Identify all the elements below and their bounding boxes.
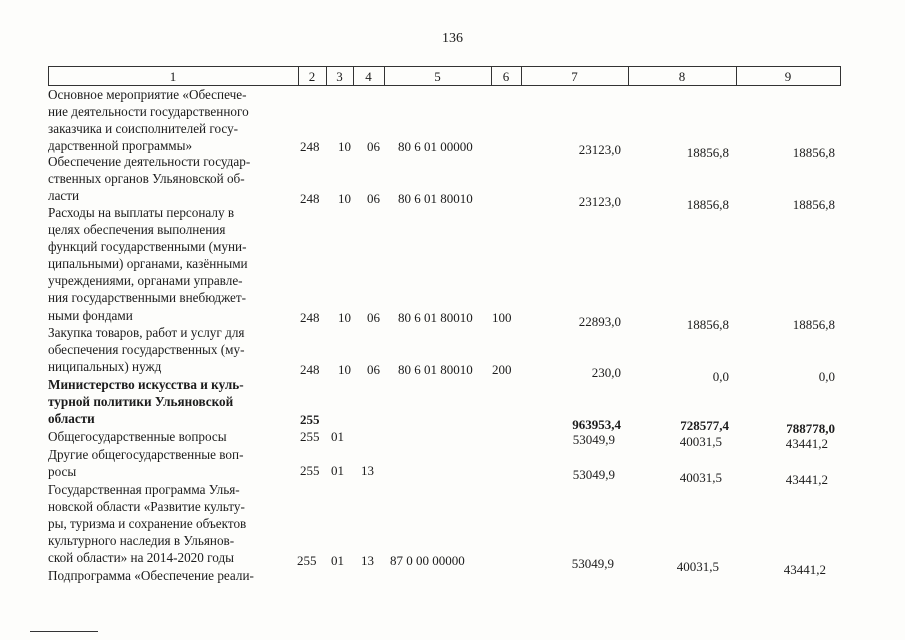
description-line: ниципальных) нужд xyxy=(48,359,162,375)
header-col-1: 1 xyxy=(169,69,177,84)
description-line: заказчика и соисполнителей госу- xyxy=(48,121,239,137)
header-top-border xyxy=(48,66,841,67)
description-line: ской области» на 2014-2020 годы xyxy=(48,550,235,566)
cell-amount-col7: 22893,0 xyxy=(578,314,621,329)
header-col-7: 7 xyxy=(571,69,578,84)
cell-amount-col7: 53049,9 xyxy=(572,432,615,447)
description-line: ными фондами xyxy=(48,307,133,323)
row-description xyxy=(48,86,294,154)
cell-amount-col9: 18856,8 xyxy=(792,145,835,160)
description-line: ния государственными внебюджет- xyxy=(48,290,247,306)
description-line: дарственной программы» xyxy=(48,138,193,154)
cell-amount-col7: 963953,4 xyxy=(572,417,621,432)
cell-subsection: 06 xyxy=(367,139,380,154)
description-line: целях обеспечения выполнения xyxy=(48,222,226,238)
cell-target-article: 80 6 01 00000 xyxy=(398,139,473,154)
description-line: ры, туризма и сохранение объектов xyxy=(48,516,247,532)
description-line: Подпрограмма «Обеспечение реали- xyxy=(48,568,254,583)
description-line: росы xyxy=(48,464,77,480)
cell-section: 01 xyxy=(331,463,344,478)
description-line: Другие общегосударственные воп- xyxy=(48,447,244,462)
cell-amount-col8: 40031,5 xyxy=(676,559,719,574)
cell-subsection: 06 xyxy=(367,310,380,325)
cell-ministry-code: 248 xyxy=(300,362,320,377)
header-col-5: 5 xyxy=(434,69,441,84)
page-number: 136 xyxy=(442,31,463,46)
description-line: Государственная программа Улья- xyxy=(48,482,240,497)
header-col-8: 8 xyxy=(678,69,686,84)
description-line: обеспечения государственных (му- xyxy=(48,342,245,358)
cell-subsection: 13 xyxy=(361,463,374,478)
cell-amount-col8: 18856,8 xyxy=(686,197,729,212)
cell-expense-type: 200 xyxy=(492,362,512,377)
cell-amount-col9: 43441,2 xyxy=(785,472,828,487)
row-description xyxy=(48,204,294,324)
cell-section: 10 xyxy=(338,191,351,206)
cell-expense-type: 100 xyxy=(492,310,512,325)
description-line: Министерство искусства и куль- xyxy=(48,377,244,392)
description-line: функций государственными (муни- xyxy=(48,239,247,255)
cell-amount-col7: 23123,0 xyxy=(578,194,621,209)
row-description xyxy=(48,481,294,566)
cell-amount-col9: 43441,2 xyxy=(783,562,826,577)
row-description xyxy=(48,324,294,375)
header-col-4: 4 xyxy=(365,69,372,84)
cell-subsection: 06 xyxy=(367,191,380,206)
cell-section: 01 xyxy=(331,429,344,444)
description-line: Общегосударственные вопросы xyxy=(48,429,227,444)
cell-amount-col7: 53049,9 xyxy=(571,556,614,571)
description-line: области xyxy=(48,411,95,427)
description-line: учреждениями, органами управле- xyxy=(48,273,243,289)
cell-ministry-code: 255 xyxy=(300,412,320,427)
cell-amount-col8: 40031,5 xyxy=(679,434,722,449)
cell-ministry-code: 255 xyxy=(300,429,320,444)
cell-amount-col8: 18856,8 xyxy=(686,145,729,160)
cell-subsection: 13 xyxy=(361,553,374,568)
description-line: ципальными) органами, казёнными xyxy=(48,256,248,272)
cell-subsection: 06 xyxy=(367,362,380,377)
cell-amount-col9: 18856,8 xyxy=(792,197,835,212)
cell-ministry-code: 255 xyxy=(300,463,320,478)
header-col-9: 9 xyxy=(784,69,792,84)
table-header-row xyxy=(48,66,841,86)
cell-amount-col9: 788778,0 xyxy=(786,421,835,436)
description-line: ние деятельности государственного xyxy=(48,104,249,120)
row-description xyxy=(48,153,294,204)
cell-target-article: 80 6 01 80010 xyxy=(398,191,473,206)
description-line: турной политики Ульяновской xyxy=(48,394,234,410)
cell-section: 10 xyxy=(338,139,351,154)
cell-amount-col8: 0,0 xyxy=(712,369,729,384)
cell-section: 10 xyxy=(338,310,351,325)
header-col-6: 6 xyxy=(502,69,510,84)
row-description xyxy=(48,376,294,427)
row-description xyxy=(48,446,294,480)
cell-ministry-code: 248 xyxy=(300,310,320,325)
description-line: Закупка товаров, работ и услуг для xyxy=(48,325,245,340)
cell-ministry-code: 248 xyxy=(300,191,320,206)
cell-target-article: 80 6 01 80010 xyxy=(398,362,473,377)
cell-section: 10 xyxy=(338,362,351,377)
header-divider xyxy=(840,66,841,86)
cell-ministry-code: 255 xyxy=(297,553,317,568)
description-line: ственных органов Ульяновской об- xyxy=(48,171,245,187)
cell-amount-col7: 53049,9 xyxy=(572,467,615,482)
cell-amount-col8: 728577,4 xyxy=(680,418,729,433)
cell-amount-col7: 23123,0 xyxy=(578,142,621,157)
cell-amount-col8: 18856,8 xyxy=(686,317,729,332)
description-line: новской области «Развитие культу- xyxy=(48,499,245,515)
header-col-2: 2 xyxy=(308,69,316,84)
cell-amount-col9: 18856,8 xyxy=(792,317,835,332)
row-description xyxy=(48,567,294,584)
cell-amount-col9: 43441,2 xyxy=(785,436,828,451)
description-line: Расходы на выплаты персоналу в xyxy=(48,205,235,220)
cell-section: 01 xyxy=(331,553,344,568)
cell-target-article: 87 0 00 00000 xyxy=(390,553,465,568)
description-line: культурного наследия в Ульянов- xyxy=(48,533,235,549)
cell-ministry-code: 248 xyxy=(300,139,320,154)
description-line: Обеспечение деятельности государ- xyxy=(48,154,251,169)
description-line: ласти xyxy=(48,188,80,204)
cell-amount-col9: 0,0 xyxy=(818,369,835,384)
cell-target-article: 80 6 01 80010 xyxy=(398,310,473,325)
row-description xyxy=(48,428,294,445)
description-line: Основное мероприятие «Обеспече- xyxy=(48,87,247,102)
cell-amount-col7: 230,0 xyxy=(591,365,621,380)
cell-amount-col8: 40031,5 xyxy=(679,470,722,485)
footnote-separator xyxy=(30,631,98,632)
header-col-3: 3 xyxy=(336,69,343,84)
